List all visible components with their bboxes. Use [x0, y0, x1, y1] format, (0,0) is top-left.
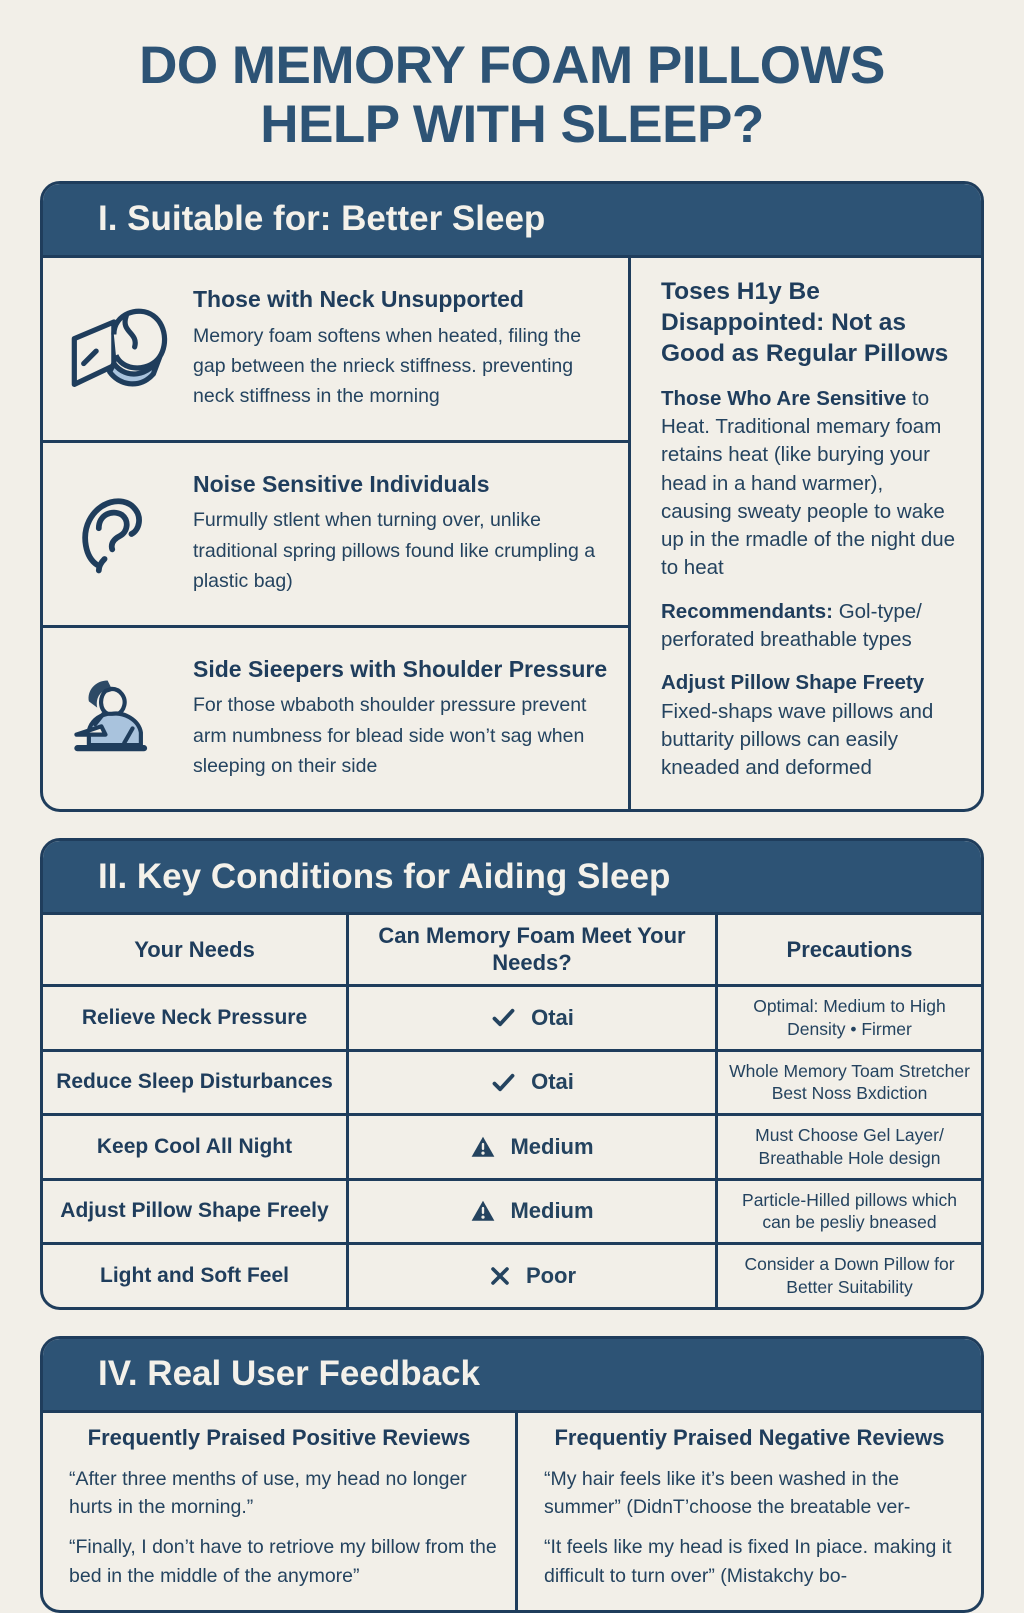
table-row-precaution: Consider a Down Pillow for Better Suitability: [715, 1242, 981, 1307]
page-title: [20, 36, 1004, 155]
section1-right-column: [631, 258, 981, 810]
conditions-table: [43, 915, 981, 1306]
table-row-rating: [346, 1113, 715, 1178]
list-item-noise: [43, 443, 628, 628]
paragraph-rest: Gol-type/ perforated breathable types: [661, 599, 922, 652]
table-row-rating: [346, 984, 715, 1049]
adjust-shape-paragraph: [661, 669, 957, 782]
table-row-need: Reduce Sleep Disturbances: [43, 1049, 346, 1114]
disappointed-heading: Toses H1y Be Disappointed: Not as Good as Regular Pillows: [661, 277, 949, 368]
section1-header: I. Suitable for: Better Sleep: [43, 184, 981, 258]
item-body: Memory foam softens when heated, filing the gap between the nrieck stiffness. preventing neck stiffness in the morning: [193, 324, 582, 407]
table-row-rating: [346, 1178, 715, 1243]
table-row-precaution: Optimal: Medium to High Density • Firmer: [715, 984, 981, 1049]
side-sleeper-icon: [43, 666, 193, 770]
table-row-precaution: Whole Memory Toam Stretcher Best Noss Bxdiction: [715, 1049, 981, 1114]
rating-label: Medium: [510, 1133, 594, 1159]
table-row-need: Relieve Neck Pressure: [43, 984, 346, 1049]
recommendations-paragraph: [661, 598, 957, 655]
negative-quote: “It feels like my head is fixed In piace. making it difficult to turn over” (Mistakchy bo-: [544, 1536, 952, 1587]
column-header-needs: Your Needs: [134, 936, 255, 962]
neck-support-icon: [43, 297, 193, 401]
table-row-need: Adjust Pillow Shape Freely: [43, 1178, 346, 1243]
table-row-rating: [346, 1049, 715, 1114]
item-title: Those with Neck Unsupported: [193, 286, 524, 313]
rating-label: Otai: [531, 1069, 574, 1095]
page-title-line2: HELP WITH SLEEP?: [260, 95, 764, 155]
paragraph-lead: Recommendants:: [661, 599, 834, 623]
section4-header: IV. Real User Feedback: [43, 1339, 981, 1413]
section-suitable-for: [40, 181, 984, 813]
table-row-rating: [346, 1242, 715, 1307]
check-icon: [490, 1004, 517, 1031]
item-body: For those wbaboth shoulder pressure prevent arm numbness for blead side won’t sag when sleeping on their side: [193, 694, 587, 777]
paragraph-rest: Fixed-shaps wave pillows and buttarity pillows can easily kneaded and deformed: [661, 699, 934, 780]
paragraph-rest: to Heat. Traditional memary foam retains heat (like burying your head in a hand warmer), causing sweaty people to wake up in the rmadle of the night due to heat: [661, 386, 956, 580]
section-user-feedback: [40, 1336, 984, 1613]
rating-label: Medium: [510, 1198, 594, 1224]
warning-icon: [470, 1134, 496, 1160]
item-body: Furmully stlent when turning over, unlike traditional spring pillows found like crumpling a plastic bag): [193, 509, 596, 592]
negative-reviews-title: Frequentiy Praised Negative Reviews: [554, 1424, 945, 1450]
rating-label: Otai: [531, 1004, 574, 1030]
table-row-need: Keep Cool All Night: [43, 1113, 346, 1178]
item-title: Side Sieepers with Shoulder Pressure: [193, 655, 608, 682]
positive-reviews-title: Frequently Praised Positive Reviews: [87, 1424, 471, 1450]
negative-reviews-column: [515, 1413, 981, 1610]
positive-quote: “Finally, I don’t have to retriove my billow from the bed in the middle of the anymore”: [69, 1536, 497, 1587]
paragraph-lead: Adjust Pillow Shape Freety: [661, 671, 925, 695]
ear-icon: [43, 482, 193, 586]
negative-quote: “My hair feels like it’s been washed in the summer” (DidnT’choose the breatable ver-: [544, 1467, 911, 1518]
positive-reviews-column: [43, 1413, 515, 1610]
positive-quote: “After three menths of use, my head no longer hurts in the morning.”: [69, 1467, 467, 1518]
warning-icon: [470, 1198, 496, 1224]
section-key-conditions: [40, 838, 984, 1309]
cross-icon: [488, 1264, 512, 1288]
section1-left-column: [43, 258, 631, 810]
page-title-line1: DO MEMORY FOAM PILLOWS: [139, 36, 885, 95]
column-header-precautions: Precautions: [715, 915, 981, 984]
check-icon: [490, 1069, 517, 1096]
table-row-precaution: Particle-Hilled pillows which can be pesliy bneased: [715, 1178, 981, 1243]
rating-label: Poor: [525, 1262, 577, 1288]
list-item-side-sleeper: [43, 628, 628, 810]
heat-sensitive-paragraph: [661, 385, 957, 583]
item-title: Noise Sensitive Individuals: [193, 471, 490, 498]
column-header-meet: Can Memory Foam Meet Your Needs?: [346, 915, 715, 984]
list-item-neck: [43, 258, 628, 443]
table-row-need: Light and Soft Feel: [43, 1242, 346, 1307]
table-row-precaution: Must Choose Gel Layer/ Breathable Hole design: [715, 1113, 981, 1178]
section2-header: II. Key Conditions for Aiding Sleep: [43, 841, 981, 915]
paragraph-lead: Those Who Are Sensitive: [661, 386, 907, 410]
